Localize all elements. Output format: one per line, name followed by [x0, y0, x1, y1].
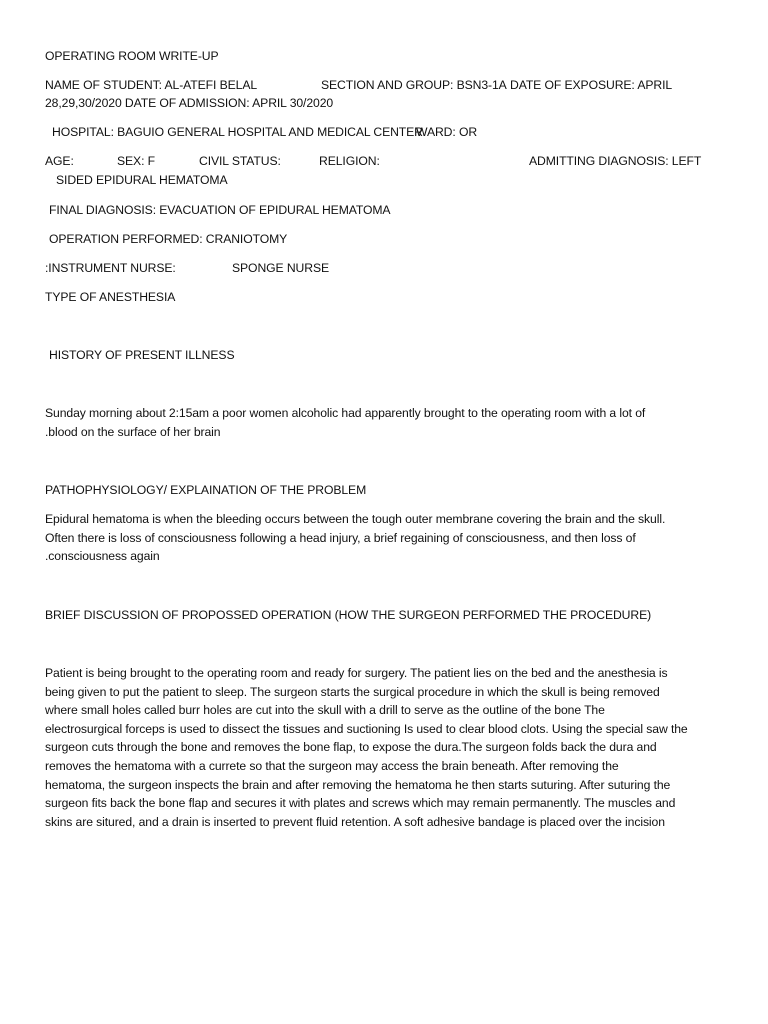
operation-performed: OPERATION PERFORMED: CRANIOTOMY — [49, 232, 288, 246]
patient-age: AGE: — [45, 154, 74, 168]
paragraph-line: Patient is being brought to the operating room and ready for surgery. The patient lies on the bed and the anesthesia is — [45, 666, 668, 680]
instrument-nurse: :INSTRUMENT NURSE: — [45, 261, 176, 275]
section-group: SECTION AND GROUP: BSN3-1A — [321, 78, 507, 92]
hospital-name: HOSPITAL: BAGUIO GENERAL HOSPITAL AND MEDICAL CENTER — [52, 125, 423, 139]
paragraph-line: electrosurgical forceps is used to dissect the tissues and suctioning Is used to clear blood clots. Using the special saw the — [45, 721, 688, 736]
paragraph-line: .consciousness again — [45, 549, 160, 564]
date-of-exposure: DATE OF EXPOSURE: APRIL — [510, 78, 673, 92]
operation-heading: BRIEF DISCUSSION OF PROPOSSED OPERATION (HOW THE SURGEON PERFORMED THE PROCEDURE) — [45, 608, 652, 622]
paragraph-line: surgeon cuts through the bone and removes the bone flap, to expose the dura.The surgeon folds back the dura and — [45, 740, 657, 755]
pathophysiology-heading: PATHOPHYSIOLOGY/ EXPLAINATION OF THE PROBLEM — [45, 483, 367, 497]
paragraph-line: removes the hematoma with a currete so that the surgeon may access the brain beneath. After removing the — [45, 758, 619, 773]
paragraph-line: being given to put the patient to sleep. The surgeon starts the surgical procedure in which the skull is being removed — [45, 684, 660, 699]
history-heading: HISTORY OF PRESENT ILLNESS — [49, 348, 235, 362]
operation-paragraph — [45, 664, 735, 831]
paragraph-line: .blood on the surface of her brain — [45, 424, 221, 439]
paragraph-line: Often there is loss of consciousness following a head injury, a brief regaining of consciousness, and then loss of — [45, 530, 636, 545]
student-name: NAME OF STUDENT: AL-ATEFI BELAL — [45, 78, 258, 92]
history-paragraph — [45, 404, 735, 441]
paragraph-line: where small holes called burr holes are cut into the skull with a drill to serve as the outline of the bone The — [45, 703, 605, 718]
admitting-diagnosis: ADMITTING DIAGNOSIS: LEFT — [529, 154, 702, 168]
paragraph-line: surgeon fits back the bone flap and secures it with plates and screws which may remain permanently. The muscles and — [45, 796, 676, 811]
admitting-diagnosis-cont: SIDED EPIDURAL HEMATOMA — [56, 173, 228, 187]
patient-sex: SEX: F — [117, 154, 156, 168]
type-of-anesthesia: TYPE OF ANESTHESIA — [45, 290, 176, 304]
paragraph-line: hematoma, the surgeon inspects the brain and after removing the hematoma he then starts suturing. After suturing the — [45, 777, 671, 792]
pathophysiology-paragraph — [45, 510, 735, 566]
document-title: OPERATING ROOM WRITE-UP — [45, 49, 219, 63]
sponge-nurse: SPONGE NURSE — [232, 261, 329, 275]
civil-status: CIVIL STATUS: — [199, 154, 281, 168]
ward: WARD: OR — [416, 125, 478, 139]
paragraph-line: Epidural hematoma is when the bleeding occurs between the tough outer membrane covering the brain and the skull. — [45, 512, 666, 526]
paragraph-line: Sunday morning about 2:15am a poor women alcoholic had apparently brought to the operating room with a lot of — [45, 406, 646, 420]
religion: RELIGION: — [319, 154, 380, 168]
date-of-admission: 28,29,30/2020 DATE OF ADMISSION: APRIL 30/2020 — [45, 96, 334, 110]
paragraph-line: skins are situred, and a drain is inserted to prevent fluid retention. A soft adhesive bandage is placed over the incision — [45, 814, 665, 829]
final-diagnosis: FINAL DIAGNOSIS: EVACUATION OF EPIDURAL HEMATOMA — [49, 203, 391, 217]
